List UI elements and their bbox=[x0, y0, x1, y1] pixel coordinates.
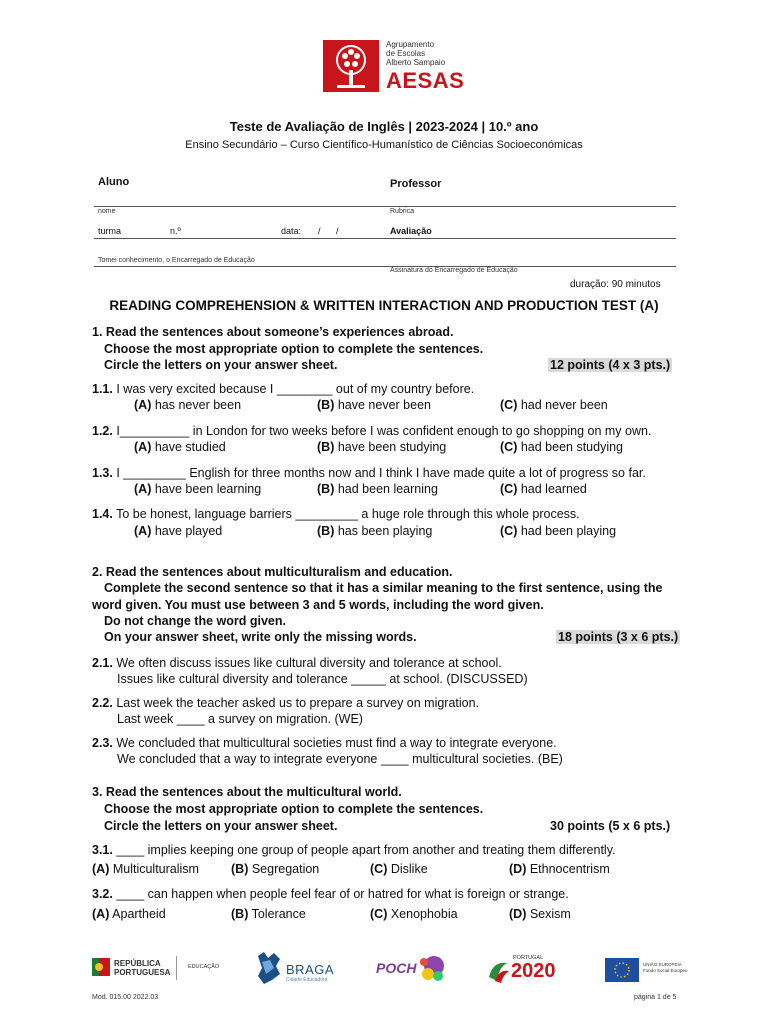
s2-instruction-1: 2. Read the sentences about multiculturalism and education. bbox=[92, 565, 453, 579]
s2-instruction-5: On your answer sheet, write only the missing words. bbox=[104, 630, 417, 644]
question-number: 2.1. bbox=[92, 656, 113, 670]
avaliacao-label: Avaliação bbox=[390, 226, 432, 236]
professor-label: Professor bbox=[390, 178, 442, 190]
option-text: Apartheid bbox=[112, 907, 166, 921]
option-text: Tolerance bbox=[251, 907, 306, 921]
logo-line-2: de Escolas bbox=[386, 49, 426, 58]
question-text: I _________ English for three months now and I think I have made quite a lot of progress so far. bbox=[116, 466, 646, 480]
question-number: 1.3. bbox=[92, 466, 113, 480]
option-letter: (B) bbox=[317, 482, 335, 496]
uniao-europeia-logo bbox=[605, 958, 690, 986]
question-text: I__________ in London for two weeks before I was confident enough to go shopping on my own. bbox=[116, 424, 652, 438]
option-text: has been playing bbox=[337, 524, 433, 538]
assinatura-label: Assinatura do Encarregado de Educação bbox=[390, 267, 518, 274]
option-letter: (A) bbox=[134, 398, 152, 412]
s2-instruction-3: word given. You must use between 3 and 5 words, including the word given. bbox=[92, 598, 544, 612]
option-c[interactable] bbox=[500, 398, 608, 412]
option-c[interactable] bbox=[500, 524, 616, 538]
braga-emblem-icon bbox=[254, 950, 284, 986]
poch-label: POCH bbox=[376, 960, 417, 976]
tomei-label: Tomei conhecimento, o Encarregado de Educação bbox=[98, 257, 255, 264]
option-c[interactable] bbox=[370, 907, 458, 921]
option-text: have played bbox=[154, 524, 223, 538]
option-d[interactable] bbox=[509, 907, 571, 921]
question-text: To be honest, language barriers _________ a huge role through this whole process. bbox=[116, 507, 580, 521]
option-text: had been learning bbox=[337, 482, 438, 496]
logo-line-3: Alberto Sampaio bbox=[386, 58, 446, 67]
option-letter: (D) bbox=[509, 907, 527, 921]
s1-instruction-3: Circle the letters on your answer sheet. bbox=[104, 358, 338, 372]
option-a[interactable] bbox=[134, 524, 222, 538]
s3-instruction-3: Circle the letters on your answer sheet. bbox=[104, 819, 338, 833]
option-letter: (B) bbox=[317, 398, 335, 412]
form-divider-2 bbox=[94, 238, 676, 239]
portugal-label: PORTUGAL bbox=[513, 955, 544, 961]
option-text: had been studying bbox=[520, 440, 624, 454]
test-header-title: Teste de Avaliação de Inglês | 2023-2024 | 10.º ano bbox=[229, 119, 539, 134]
option-a[interactable] bbox=[92, 862, 199, 876]
option-text: has never been bbox=[154, 398, 242, 412]
s3-points-badge: 30 points (5 x 6 pts.) bbox=[550, 819, 671, 833]
flag-emblem-icon bbox=[92, 956, 110, 978]
option-letter: (A) bbox=[134, 482, 152, 496]
option-letter: (B) bbox=[231, 907, 249, 921]
poch-logo bbox=[376, 952, 446, 986]
option-letter: (A) bbox=[134, 524, 152, 538]
s1-points-badge: 12 points (4 x 3 pts.) bbox=[550, 358, 671, 372]
s3-instruction-2: Choose the most appropriate option to complete the sentences. bbox=[104, 802, 484, 816]
test-title: READING COMPREHENSION & WRITTEN INTERACTION AND PRODUCTION TEST (A) bbox=[109, 298, 659, 313]
s2-instruction-4: Do not change the word given. bbox=[104, 614, 286, 628]
option-text: had been playing bbox=[520, 524, 617, 538]
p2020-label: 2020 bbox=[511, 960, 556, 982]
form-divider-3 bbox=[94, 266, 676, 267]
school-logo-mark bbox=[323, 40, 379, 92]
s2-instruction-2: Complete the second sentence so that it has a similar meaning to the first sentence, using the bbox=[104, 581, 663, 595]
question-text: Last week the teacher asked us to prepare a survey on migration. bbox=[116, 696, 480, 710]
question-1-2 bbox=[92, 424, 651, 438]
option-letter: (B) bbox=[317, 524, 335, 538]
option-c[interactable] bbox=[500, 482, 587, 496]
question-2-2 bbox=[92, 696, 479, 710]
option-text: Segregation bbox=[251, 862, 320, 876]
option-b[interactable] bbox=[317, 440, 446, 454]
option-a[interactable] bbox=[134, 398, 241, 412]
eu-flag-icon bbox=[605, 958, 639, 982]
logo-acronym: AESAS bbox=[386, 68, 465, 93]
question-text: ____ can happen when people feel fear of or hatred for what is foreign or strange. bbox=[116, 887, 569, 901]
option-a[interactable] bbox=[134, 482, 261, 496]
numero-label: n.º bbox=[170, 226, 181, 236]
date-slash-2: / bbox=[336, 226, 339, 236]
s2-points-badge: 18 points (3 x 6 pts.) bbox=[558, 630, 679, 644]
option-text: had learned bbox=[520, 482, 587, 496]
question-2-3-rewrite: We concluded that a way to integrate everyone ____ multicultural societies. (BE) bbox=[117, 752, 563, 766]
question-2-2-rewrite: Last week ____ a survey on migration. (WE) bbox=[117, 712, 363, 726]
option-letter: (C) bbox=[500, 524, 518, 538]
option-letter: (A) bbox=[92, 907, 110, 921]
question-number: 1.2. bbox=[92, 424, 113, 438]
option-letter: (D) bbox=[509, 862, 527, 876]
question-3-1 bbox=[92, 843, 616, 857]
option-letter: (C) bbox=[500, 398, 518, 412]
duration: duração: 90 minutos bbox=[570, 279, 661, 290]
option-letter: (C) bbox=[500, 440, 518, 454]
portugal-2020-emblem-icon bbox=[487, 957, 511, 985]
question-1-4 bbox=[92, 507, 580, 521]
option-b[interactable] bbox=[317, 398, 431, 412]
s3-instruction-1: 3. Read the sentences about the multicultural world. bbox=[92, 785, 402, 799]
option-text: Xenophobia bbox=[390, 907, 458, 921]
page-number: página 1 de 5 bbox=[634, 994, 677, 1001]
option-letter: (C) bbox=[500, 482, 518, 496]
option-text: Ethnocentrism bbox=[529, 862, 610, 876]
date-slash-1: / bbox=[318, 226, 321, 236]
rep-line-2: PORTUGUESA bbox=[114, 968, 171, 977]
question-2-3 bbox=[92, 736, 557, 750]
footer-divider bbox=[176, 956, 177, 980]
option-letter: (B) bbox=[317, 440, 335, 454]
question-1-3 bbox=[92, 466, 646, 480]
s1-instruction-1: 1. Read the sentences about someone’s experiences abroad. bbox=[92, 325, 454, 339]
question-1-1 bbox=[92, 382, 474, 396]
question-text: ____ implies keeping one group of people apart from another and treating them differently. bbox=[116, 843, 616, 857]
question-2-1-rewrite: Issues like cultural diversity and tolerance _____ at school. (DISCUSSED) bbox=[117, 672, 528, 686]
question-text: We concluded that multicultural societies must find a way to integrate everyone. bbox=[116, 736, 557, 750]
option-text: have been learning bbox=[154, 482, 262, 496]
ue-line-2: Fundo Social Europeu bbox=[643, 968, 688, 973]
model-code: Mod. 015.00 2022.03 bbox=[92, 994, 159, 1001]
turma-label: turma bbox=[98, 226, 122, 236]
option-letter: (C) bbox=[370, 862, 388, 876]
question-number: 2.2. bbox=[92, 696, 113, 710]
s1-instruction-2: Choose the most appropriate option to complete the sentences. bbox=[104, 342, 484, 356]
option-letter: (C) bbox=[370, 907, 388, 921]
option-letter: (A) bbox=[92, 862, 110, 876]
option-letter: (B) bbox=[231, 862, 249, 876]
option-text: Sexism bbox=[529, 907, 571, 921]
braga-logo bbox=[254, 950, 339, 990]
portugal-2020-logo bbox=[487, 955, 567, 987]
question-3-2 bbox=[92, 887, 569, 901]
option-b[interactable] bbox=[317, 482, 438, 496]
option-text: have been studying bbox=[337, 440, 447, 454]
rep-line-1: REPÚBLICA bbox=[114, 959, 161, 968]
option-text: had never been bbox=[520, 398, 608, 412]
question-text: I was very excited because I ________ out of my country before. bbox=[116, 382, 475, 396]
question-text: We often discuss issues like cultural diversity and tolerance at school. bbox=[116, 656, 502, 670]
option-a[interactable] bbox=[92, 907, 166, 921]
data-label: data: bbox=[281, 226, 302, 236]
option-b[interactable] bbox=[231, 907, 306, 921]
question-number: 3.1. bbox=[92, 843, 113, 857]
option-a[interactable] bbox=[134, 440, 226, 454]
question-number: 2.3. bbox=[92, 736, 113, 750]
form-divider-1 bbox=[94, 206, 676, 207]
option-d[interactable] bbox=[509, 862, 610, 876]
question-number: 1.1. bbox=[92, 382, 113, 396]
option-c[interactable] bbox=[500, 440, 623, 454]
question-2-1 bbox=[92, 656, 502, 670]
option-c[interactable] bbox=[370, 862, 428, 876]
school-name bbox=[386, 40, 445, 67]
option-text: have studied bbox=[154, 440, 226, 454]
option-b[interactable] bbox=[317, 524, 432, 538]
ue-line-1: UNIÃO EUROPEIA bbox=[643, 962, 682, 967]
option-text: have never been bbox=[337, 398, 431, 412]
option-b[interactable] bbox=[231, 862, 319, 876]
option-text: Dislike bbox=[390, 862, 428, 876]
educacao-label: EDUCAÇÃO bbox=[188, 964, 220, 970]
question-number: 1.4. bbox=[92, 507, 113, 521]
option-text: Multiculturalism bbox=[112, 862, 199, 876]
logo-line-1: Agrupamento bbox=[386, 40, 435, 49]
braga-label: BRAGA bbox=[286, 962, 335, 977]
braga-sub-label: Cidade Educadora bbox=[286, 977, 328, 983]
test-header-subtitle: Ensino Secundário – Curso Científico-Humanístico de Ciências Socioeconómicas bbox=[185, 139, 583, 151]
rubrica-label: Rubrica bbox=[390, 208, 415, 215]
nome-label: nome bbox=[98, 208, 116, 215]
question-number: 3.2. bbox=[92, 887, 113, 901]
option-letter: (A) bbox=[134, 440, 152, 454]
aluno-label: Aluno bbox=[98, 176, 130, 188]
